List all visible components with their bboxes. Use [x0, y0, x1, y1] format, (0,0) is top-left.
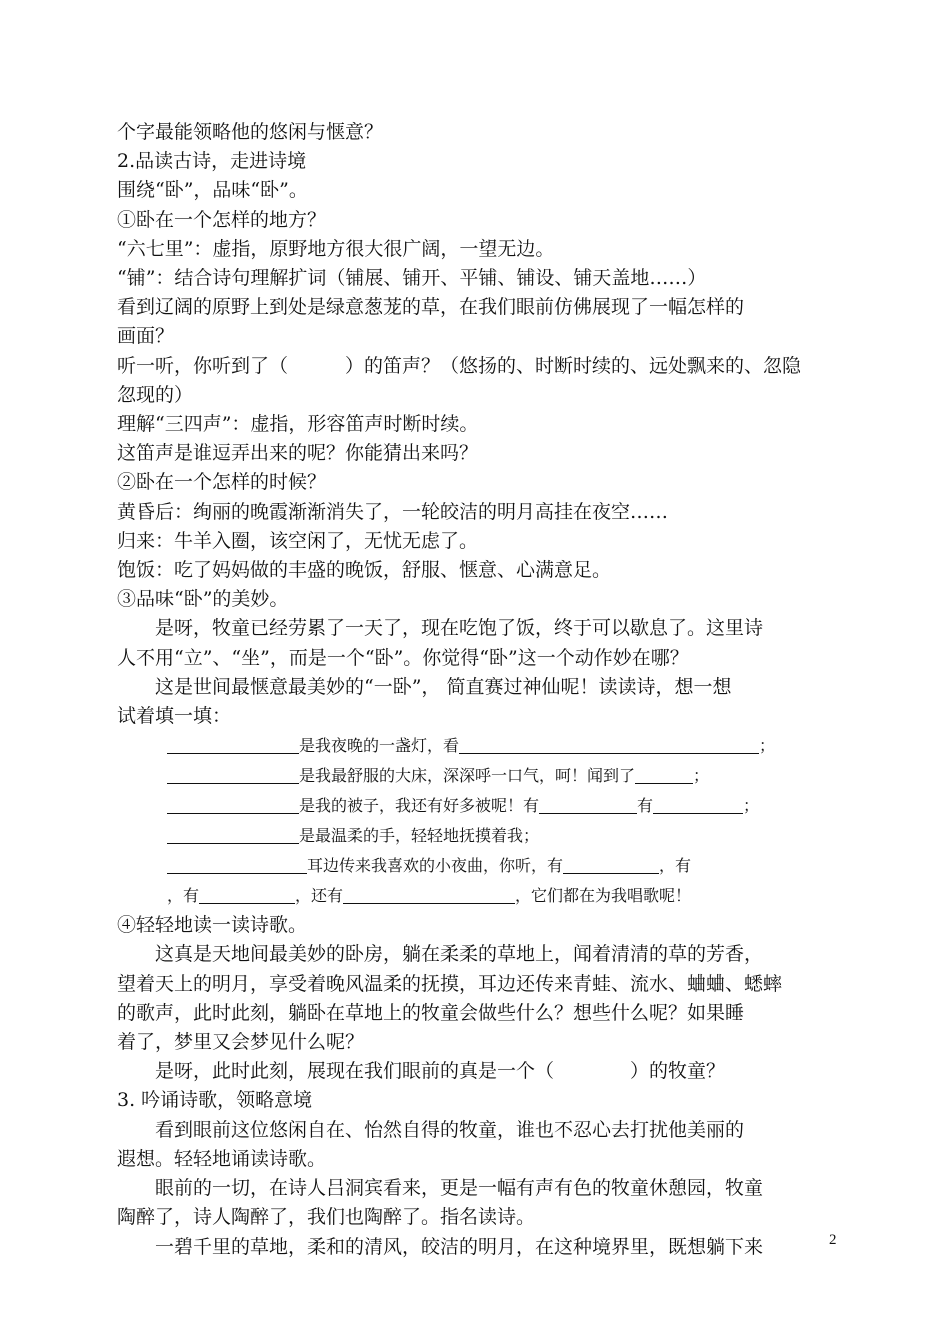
answer-blank[interactable]	[167, 733, 299, 754]
text-line: 这笛声是谁逗弄出来的呢？你能猜出来吗？	[117, 442, 479, 465]
text-line: 画面？	[117, 325, 175, 348]
text-line: 是呀，此时此刻，展现在我们眼前的真是一个（ ）的牧童？	[155, 1060, 726, 1083]
section-heading: 2.品读古诗，走进诗境	[117, 150, 307, 173]
text-line: 陶醉了，诗人陶醉了，我们也陶醉了。指名读诗。	[117, 1206, 536, 1229]
answer-blank[interactable]	[343, 883, 515, 904]
answer-blank[interactable]	[167, 853, 307, 874]
text-line: 黄昏后：绚丽的晚霞渐渐消失了，一轮皎洁的明月高挂在夜空……	[117, 500, 669, 523]
text-line: 一碧千里的草地，柔和的清风，皎洁的明月，在这种境界里，既想躺下来	[155, 1235, 764, 1258]
text-line: 个字最能领略他的悠闲与惬意？	[117, 121, 384, 143]
text-line: 眼前的一切，在诗人吕洞宾看来，更是一幅有声有色的牧童休憩园，牧童	[155, 1177, 764, 1200]
fill-text: 有	[637, 796, 654, 816]
fill-line	[167, 731, 837, 761]
answer-blank[interactable]	[167, 763, 299, 784]
fill-line	[167, 851, 837, 881]
text-line: 看到辽阔的原野上到处是绿意葱茏的草，在我们眼前仿佛展现了一幅怎样的	[117, 296, 745, 319]
text-line: 试着填一填：	[117, 705, 232, 728]
sub-heading: ②卧在一个怎样的时候？	[117, 471, 327, 494]
sub-heading: ①卧在一个怎样的地方？	[117, 208, 327, 231]
fill-text: ；	[693, 766, 710, 786]
text-line: 这真是天地间最美妙的卧房，躺在柔柔的草地上，闻着清清的草的芳香，	[155, 943, 764, 966]
text-line: 看到眼前这位悠闲自在、怡然自得的牧童，谁也不忍心去打扰他美丽的	[155, 1118, 745, 1141]
text-line: “铺”：结合诗句理解扩词（铺展、铺开、平铺、铺设、铺天盖地……）	[117, 267, 707, 290]
sub-heading: ③品味“卧”的美妙。	[117, 588, 289, 611]
text-line: 的歌声，此时此刻，躺卧在草地上的牧童会做些什么？想些什么呢？如果睡	[117, 1001, 745, 1024]
text-line: 望着天上的明月，享受着晚风温柔的抚摸，耳边还传来青蛙、流水、蛐蛐、蟋蟀	[117, 972, 783, 995]
sub-heading: ④轻轻地读一读诗歌。	[117, 914, 308, 937]
fill-text: ；	[743, 796, 760, 816]
page-number: 2	[829, 1232, 837, 1248]
fill-text: ，它们都在为我唱歌呢！	[515, 886, 692, 906]
fill-line	[167, 761, 837, 791]
text-line: 围绕“卧”，品味“卧”。	[117, 179, 308, 202]
text-line: 归来：牛羊入圈，该空闲了，无忧无虑了。	[117, 529, 479, 552]
answer-blank[interactable]	[167, 823, 299, 844]
text-line: 理解“三四声”：虚指，形容笛声时断时续。	[117, 413, 479, 436]
answer-blank[interactable]	[563, 853, 659, 874]
answer-blank[interactable]	[653, 793, 743, 814]
text-line: 忽现的）	[117, 383, 194, 406]
fill-text: ，有	[659, 856, 692, 876]
text-line: 饱饭：吃了妈妈做的丰盛的晚饭，舒服、惬意、心满意足。	[117, 559, 612, 582]
text-line: 是呀，牧童已经劳累了一天了，现在吃饱了饭，终于可以歇息了。这里诗	[155, 617, 764, 640]
fill-text: ，有	[167, 886, 200, 906]
text-line: 着了，梦里又会梦见什么呢？	[117, 1031, 365, 1054]
text-line: 人不用“立”、“坐”，而是一个“卧”。你觉得“卧”这一个动作妙在哪？	[117, 646, 689, 669]
answer-blank[interactable]	[459, 733, 759, 754]
answer-blank[interactable]	[199, 883, 295, 904]
fill-text: 是最温柔的手，轻轻地抚摸着我；	[299, 826, 540, 846]
fill-text: 是我的被子，我还有好多被呢！有	[299, 796, 540, 816]
fill-text: ，还有	[295, 886, 344, 906]
text-line: “六七里”：虚指，原野地方很大很广阔，一望无边。	[117, 237, 555, 260]
fill-line	[167, 881, 837, 911]
text-line: 这是世间最惬意最美妙的“一卧”， 简直赛过神仙呢！读读诗，想一想	[155, 675, 732, 698]
fill-text: 耳边传来我喜欢的小夜曲，你听，有	[307, 856, 564, 876]
answer-blank[interactable]	[635, 763, 693, 784]
fill-in-exercise	[167, 731, 837, 911]
text-line: 听一听，你听到了（ ）的笛声？（悠扬的、时断时续的、远处飘来的、忽隐	[117, 354, 802, 377]
fill-text: ；	[759, 736, 776, 756]
fill-line	[167, 791, 837, 821]
fill-text: 是我夜晚的一盏灯，看	[299, 736, 460, 756]
fill-line	[167, 821, 837, 851]
answer-blank[interactable]	[167, 793, 299, 814]
section-heading: 3. 吟诵诗歌，领略意境	[117, 1089, 313, 1112]
document-page	[117, 118, 837, 1262]
fill-text: 是我最舒服的大床，深深呼一口气，呵！闻到了	[299, 766, 636, 786]
answer-blank[interactable]	[539, 793, 637, 814]
text-line: 遐想。轻轻地诵读诗歌。	[117, 1147, 327, 1170]
